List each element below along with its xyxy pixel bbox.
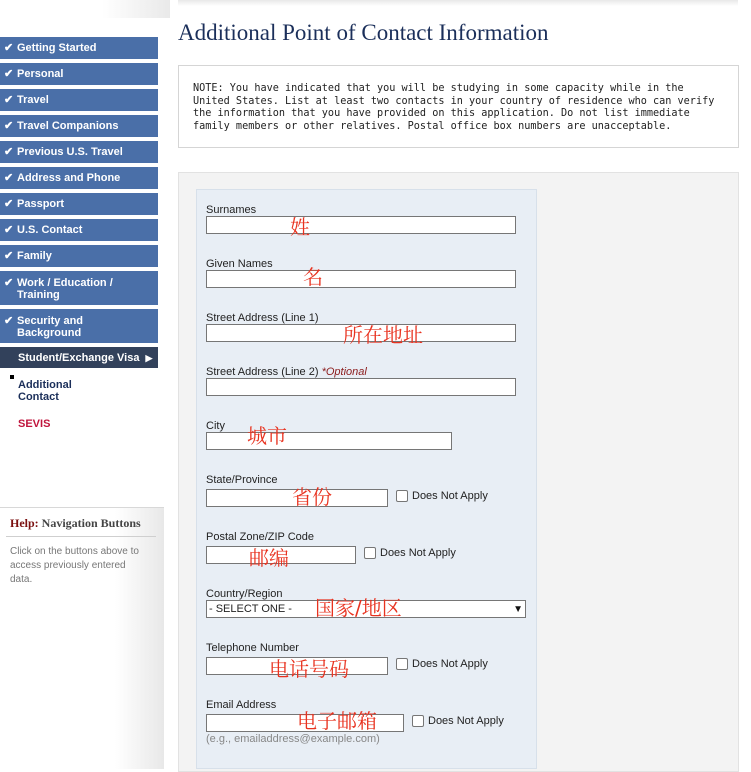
postal-dna-label: Does Not Apply xyxy=(380,547,456,559)
sidebar-item-label: Security and Background xyxy=(17,315,84,339)
email-does-not-apply[interactable] xyxy=(412,715,504,727)
sidebar-item-label: Previous U.S. Travel xyxy=(17,146,123,158)
sidebar-top-fade xyxy=(0,0,170,18)
note-box: NOTE: You have indicated that you will be studying in some capacity while in the United States. List at least two contacts in your country of residence who can verify the information that you have provided on this application. Do not list immediate family members or other relatives. Postal office box numbers are unacceptable. xyxy=(178,65,739,148)
sidebar-item-label: Address and Phone xyxy=(17,172,121,184)
sidebar-item-travel[interactable] xyxy=(0,89,158,112)
check-icon: ✔ xyxy=(4,315,14,327)
sidebar-item-security-background[interactable] xyxy=(0,309,158,344)
check-icon: ✔ xyxy=(4,42,14,54)
email-hint: (e.g., emailaddress@example.com) xyxy=(206,733,380,745)
phone-dna-label: Does Not Apply xyxy=(412,658,488,670)
sidebar-item-us-contact[interactable] xyxy=(0,219,158,242)
state-label: State/Province xyxy=(206,474,278,486)
phone-label: Telephone Number xyxy=(206,642,299,654)
sidebar-item-label: Travel Companions xyxy=(17,120,119,132)
state-dna-checkbox[interactable] xyxy=(396,490,408,502)
street1-label: Street Address (Line 1) xyxy=(206,312,319,324)
country-label: Country/Region xyxy=(206,588,283,600)
sidebar-subitem-additional-contact[interactable] xyxy=(10,379,90,403)
current-bullet-icon xyxy=(10,375,14,379)
sidebar-item-address-phone[interactable] xyxy=(0,167,158,190)
sidebar-item-student-exchange-visa[interactable] xyxy=(0,347,158,369)
sidebar-item-label: Passport xyxy=(17,198,65,210)
check-icon: ✔ xyxy=(4,172,14,184)
phone-annotation: 电话号码 xyxy=(269,657,349,681)
sidebar-item-label: Travel xyxy=(17,94,49,106)
sidebar-item-label: Family xyxy=(17,250,52,262)
state-annotation: 省份 xyxy=(292,485,332,509)
check-icon: ✔ xyxy=(4,277,14,289)
state-dna-label: Does Not Apply xyxy=(412,490,488,502)
email-dna-label: Does Not Apply xyxy=(428,715,504,727)
chevron-down-icon: ▼ xyxy=(513,603,523,615)
help-divider xyxy=(6,536,156,537)
sidebar-subitem-sevis[interactable] xyxy=(10,418,50,430)
optional-marker: *Optional xyxy=(321,366,367,378)
surnames-label: Surnames xyxy=(206,204,257,216)
city-label: City xyxy=(206,420,225,432)
given-names-input[interactable] xyxy=(206,270,516,288)
sidebar-item-personal[interactable] xyxy=(0,63,158,86)
surnames-annotation: 姓 xyxy=(290,215,310,239)
postal-annotation: 邮编 xyxy=(249,546,289,570)
street2-label xyxy=(206,366,367,378)
phone-does-not-apply[interactable] xyxy=(396,658,488,670)
help-title-rest: Navigation Buttons xyxy=(41,516,141,530)
sidebar-item-travel-companions[interactable] xyxy=(0,115,158,138)
postal-does-not-apply[interactable] xyxy=(364,547,456,559)
sidebar-item-label: U.S. Contact xyxy=(17,224,83,236)
street2-label-text: Street Address (Line 2) xyxy=(206,366,319,378)
sidebar-subitem-label: Additional Contact xyxy=(18,379,72,403)
sidebar-item-family[interactable] xyxy=(0,245,158,268)
help-title-lead: Help: xyxy=(10,516,39,530)
city-input[interactable] xyxy=(206,432,452,450)
sidebar-item-previous-us-travel[interactable] xyxy=(0,141,158,164)
phone-dna-checkbox[interactable] xyxy=(396,658,408,670)
email-label: Email Address xyxy=(206,699,277,711)
sidebar-item-label: Getting Started xyxy=(17,42,97,54)
sidebar-item-passport[interactable] xyxy=(0,193,158,216)
given-names-label: Given Names xyxy=(206,258,273,270)
check-icon: ✔ xyxy=(4,198,14,210)
surnames-input[interactable] xyxy=(206,216,516,234)
sidebar-item-work-education[interactable] xyxy=(0,271,158,306)
email-annotation: 电子邮箱 xyxy=(297,709,377,733)
postal-label: Postal Zone/ZIP Code xyxy=(206,531,315,543)
page-title: Additional Point of Contact Information xyxy=(178,20,549,45)
sidebar-item-getting-started[interactable] xyxy=(0,37,158,60)
country-selected-value: - SELECT ONE - xyxy=(209,603,292,615)
check-icon: ✔ xyxy=(4,146,14,158)
check-icon: ✔ xyxy=(4,224,14,236)
help-text: Click on the buttons above to access previously entered data. xyxy=(10,546,139,585)
sidebar-item-label: Work / Education / Training xyxy=(17,277,113,301)
sidebar-item-label: Personal xyxy=(17,68,64,80)
street2-input[interactable] xyxy=(206,378,516,396)
sidebar-item-label: Student/Exchange Visa xyxy=(18,351,140,364)
state-does-not-apply[interactable] xyxy=(396,490,488,502)
given-names-annotation: 名 xyxy=(303,265,323,289)
check-icon: ✔ xyxy=(4,68,14,80)
postal-dna-checkbox[interactable] xyxy=(364,547,376,559)
sidebar-subitem-label: SEVIS xyxy=(18,418,51,430)
help-title xyxy=(10,516,141,531)
email-dna-checkbox[interactable] xyxy=(412,715,424,727)
chevron-right-icon: ▶ xyxy=(145,352,153,363)
city-annotation: 城市 xyxy=(247,424,287,448)
street1-annotation: 所在地址 xyxy=(343,323,423,347)
top-strip xyxy=(178,0,738,6)
country-annotation: 国家/地区 xyxy=(315,596,402,620)
check-icon: ✔ xyxy=(4,250,14,262)
check-icon: ✔ xyxy=(4,94,14,106)
check-icon: ✔ xyxy=(4,120,14,132)
help-box xyxy=(0,507,164,769)
